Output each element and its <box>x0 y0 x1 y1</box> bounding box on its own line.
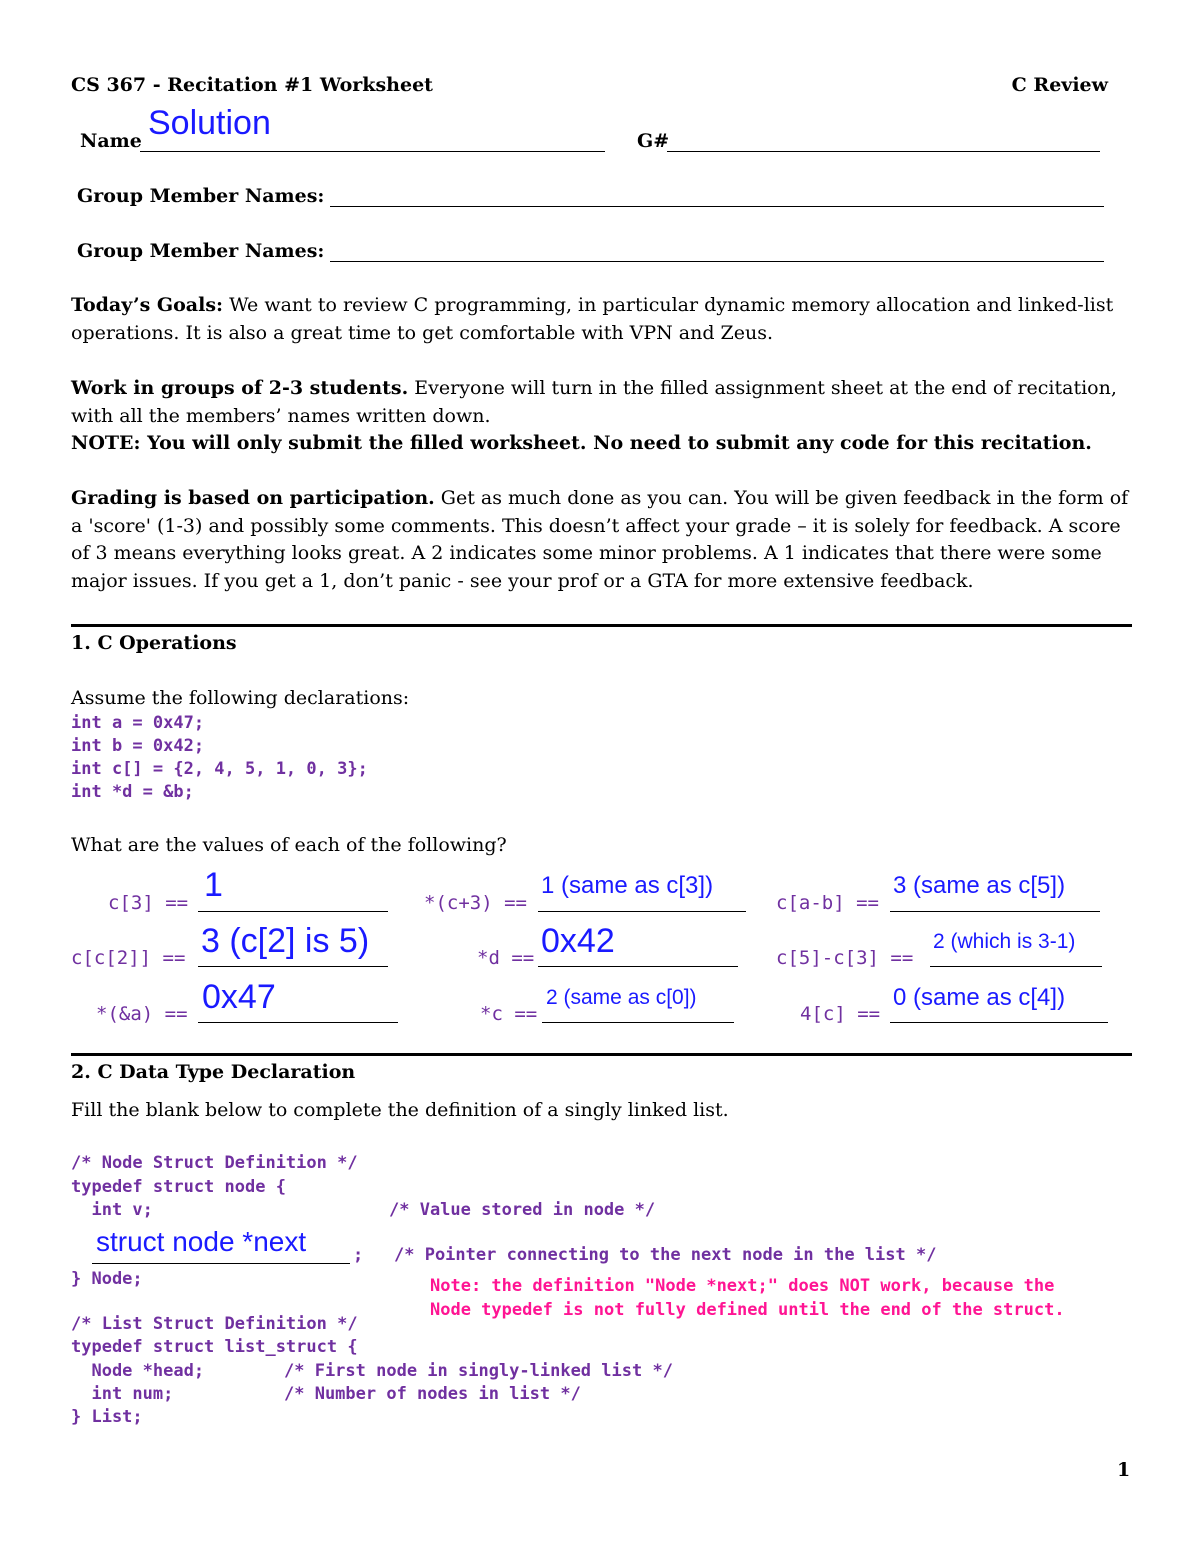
answer-value: 1 (same as c[3]) <box>541 872 714 899</box>
code-line: typedef struct list_struct { <box>71 1337 358 1357</box>
answer-value: 0x47 <box>202 978 276 1016</box>
group-members-label-2: Group Member Names: <box>77 240 325 262</box>
expr-label: 4[c] == <box>800 1003 881 1025</box>
solution-note: Note: the definition "Node *next;" does NOT work, because the <box>430 1276 1055 1296</box>
name-label: Name <box>80 130 142 152</box>
expr-label: c[c[2]] == <box>71 947 186 969</box>
group-members-field-2[interactable] <box>330 261 1104 262</box>
expr-label: *c == <box>480 1003 538 1025</box>
group-members-label-1: Group Member Names: <box>77 185 325 207</box>
work-text: Everyone will turn in the filled assignment sheet at the end of recitation, with all the members’ names written down. <box>71 377 1117 427</box>
decl-line: int *d = &b; <box>71 782 194 802</box>
answer-value: 2 (which is 3-1) <box>933 930 1076 953</box>
grading-label: Grading is based on participation. <box>71 487 435 509</box>
answer-blank[interactable] <box>198 966 388 967</box>
section1-heading: 1. C Operations <box>71 632 237 654</box>
name-field[interactable] <box>140 151 605 152</box>
code-line: int num; <box>71 1384 174 1404</box>
answer-blank[interactable] <box>198 1022 398 1023</box>
struct-field-blank[interactable] <box>92 1263 350 1264</box>
answer-blank[interactable] <box>538 966 738 967</box>
expr-label: *(&a) == <box>96 1003 188 1025</box>
decl-line: int a = 0x47; <box>71 713 205 733</box>
struct-field-answer: struct node *next <box>96 1226 307 1257</box>
name-value: Solution <box>148 104 271 142</box>
answer-blank[interactable] <box>890 1022 1108 1023</box>
answer-blank[interactable] <box>538 911 746 912</box>
code-comment: /* Pointer connecting to the next node in the list */ <box>394 1245 937 1265</box>
grading-paragraph <box>71 485 1141 595</box>
section1-question: What are the values of each of the following? <box>71 834 507 856</box>
answer-value: 3 (same as c[5]) <box>893 872 1066 899</box>
answer-blank[interactable] <box>542 1022 734 1023</box>
code-comment: /* Node Struct Definition */ <box>71 1153 358 1173</box>
work-label: Work in groups of 2-3 students. <box>71 377 409 399</box>
work-paragraph <box>71 375 1141 458</box>
goals-label: Today’s Goals: <box>71 294 224 316</box>
worksheet-topic: C Review <box>1011 74 1108 96</box>
decl-line: int b = 0x42; <box>71 736 205 756</box>
expr-label: *d == <box>477 947 535 969</box>
grading-text: Get as much done as you can. You will be given feedback in the form of a 'score' (1-3) and possibly some comments. This doesn’t affect your grade – it is solely for feedback. A score of 3 means everything looks great. A 2 indicates some minor problems. A 1 indicates that there were some major issues. If you get a 1, don’t panic - see your prof or a GTA for more extensive feedback. <box>71 487 1129 592</box>
code-comment: /* Number of nodes in list */ <box>284 1384 581 1404</box>
code-comment: /* Value stored in node */ <box>389 1200 656 1220</box>
goals-paragraph <box>71 292 1141 347</box>
answer-value: 3 (c[2] is 5) <box>201 922 370 960</box>
section-divider <box>71 1053 1132 1056</box>
expr-label: c[5]-c[3] == <box>776 947 914 969</box>
section2-intro: Fill the blank below to complete the definition of a singly linked list. <box>71 1099 729 1121</box>
gnum-field[interactable] <box>667 151 1100 152</box>
code-line: Node *head; <box>71 1361 205 1381</box>
page-number: 1 <box>1117 1459 1131 1481</box>
expr-label: c[3] == <box>108 892 189 914</box>
expr-label: *(c+3) == <box>424 892 527 914</box>
answer-value: 1 <box>204 866 223 904</box>
code-line: } List; <box>71 1407 143 1427</box>
section1-intro: Assume the following declarations: <box>71 687 410 709</box>
worksheet-title: CS 367 - Recitation #1 Worksheet <box>71 74 433 96</box>
goals-text: We want to review C programming, in particular dynamic memory allocation and linked-list operations. It is also a great time to get comfortable with VPN and Zeus. <box>71 294 1114 344</box>
answer-blank[interactable] <box>890 911 1100 912</box>
answer-blank[interactable] <box>930 966 1102 967</box>
answer-blank[interactable] <box>198 911 388 912</box>
section2-heading: 2. C Data Type Declaration <box>71 1061 356 1083</box>
answer-value: 0 (same as c[4]) <box>893 984 1066 1011</box>
answer-value: 2 (same as c[0]) <box>546 986 697 1009</box>
section-divider <box>71 624 1132 627</box>
code-line: } Node; <box>71 1269 143 1289</box>
expr-label: c[a-b] == <box>776 892 879 914</box>
gnum-label: G# <box>637 130 670 152</box>
code-comment: /* List Struct Definition */ <box>71 1314 358 1334</box>
solution-note: Node typedef is not fully defined until the end of the struct. <box>430 1300 1065 1320</box>
code-comment: /* First node in singly-linked list */ <box>284 1361 673 1381</box>
decl-line: int c[] = {2, 4, 5, 1, 0, 3}; <box>71 759 368 779</box>
answer-value: 0x42 <box>541 922 615 960</box>
work-note: NOTE: You will only submit the filled worksheet. No need to submit any code for this recitation. <box>71 432 1092 454</box>
code-semicolon: ; <box>353 1245 364 1265</box>
code-line: int v; <box>71 1200 153 1220</box>
group-members-field-1[interactable] <box>330 206 1104 207</box>
code-line: typedef struct node { <box>71 1177 286 1197</box>
